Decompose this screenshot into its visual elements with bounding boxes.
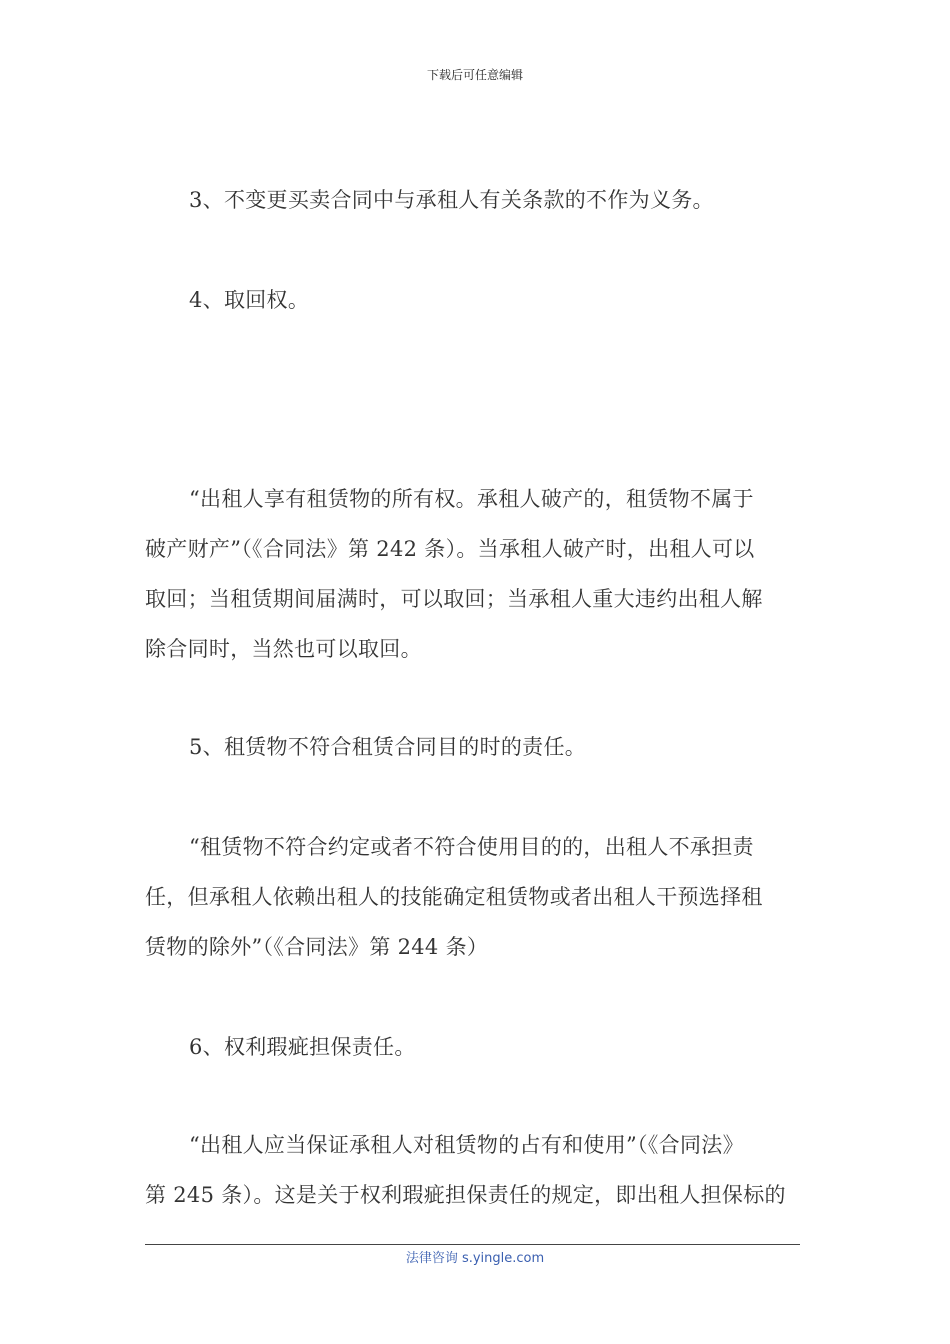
paragraph-item-5 <box>145 722 800 772</box>
text-line: 任，但承租人依赖出租人的技能确定租赁物或者出租人干预选择租 <box>145 885 763 909</box>
text-line: “出租人享有租赁物的所有权。承租人破产的，租赁物不属于 <box>189 487 754 511</box>
text-line: “出租人应当保证承租人对租赁物的占有和使用”（《合同法》 <box>189 1133 744 1157</box>
text-line: “租赁物不符合约定或者不符合使用目的的，出租人不承担责 <box>189 835 754 859</box>
paragraph-quote-245 <box>145 1120 800 1220</box>
paragraph-quote-242 <box>145 474 800 674</box>
paragraph-item-6 <box>145 1022 800 1072</box>
paragraph-quote-244 <box>145 822 800 972</box>
text-line: 5、租赁物不符合租赁合同目的时的责任。 <box>189 735 587 759</box>
text-line: 取回；当租赁期间届满时，可以取回；当承租人重大违约出租人解 <box>145 587 763 611</box>
paragraph-item-4 <box>145 275 800 325</box>
text-line: 6、权利瑕疵担保责任。 <box>189 1035 416 1059</box>
text-line: 破产财产”（《合同法》第 242 条）。当承租人破产时，出租人可以 <box>145 537 755 561</box>
footer-link[interactable]: 法律咨询 s.yingle.com <box>405 1251 545 1266</box>
text-line: 第 245 条）。这是关于权利瑕疵担保责任的规定，即出租人担保标的 <box>145 1183 786 1207</box>
text-line: 4、取回权。 <box>189 288 310 312</box>
footer-divider <box>145 1244 800 1245</box>
paragraph-item-3 <box>145 175 800 225</box>
text-line: 3、不变更买卖合同中与承租人有关条款的不作为义务。 <box>189 188 714 212</box>
text-line: 赁物的除外”（《合同法》第 244 条） <box>145 935 489 959</box>
page-header: 下载后可任意编辑 <box>426 68 523 82</box>
text-line: 除合同时，当然也可以取回。 <box>145 637 422 661</box>
